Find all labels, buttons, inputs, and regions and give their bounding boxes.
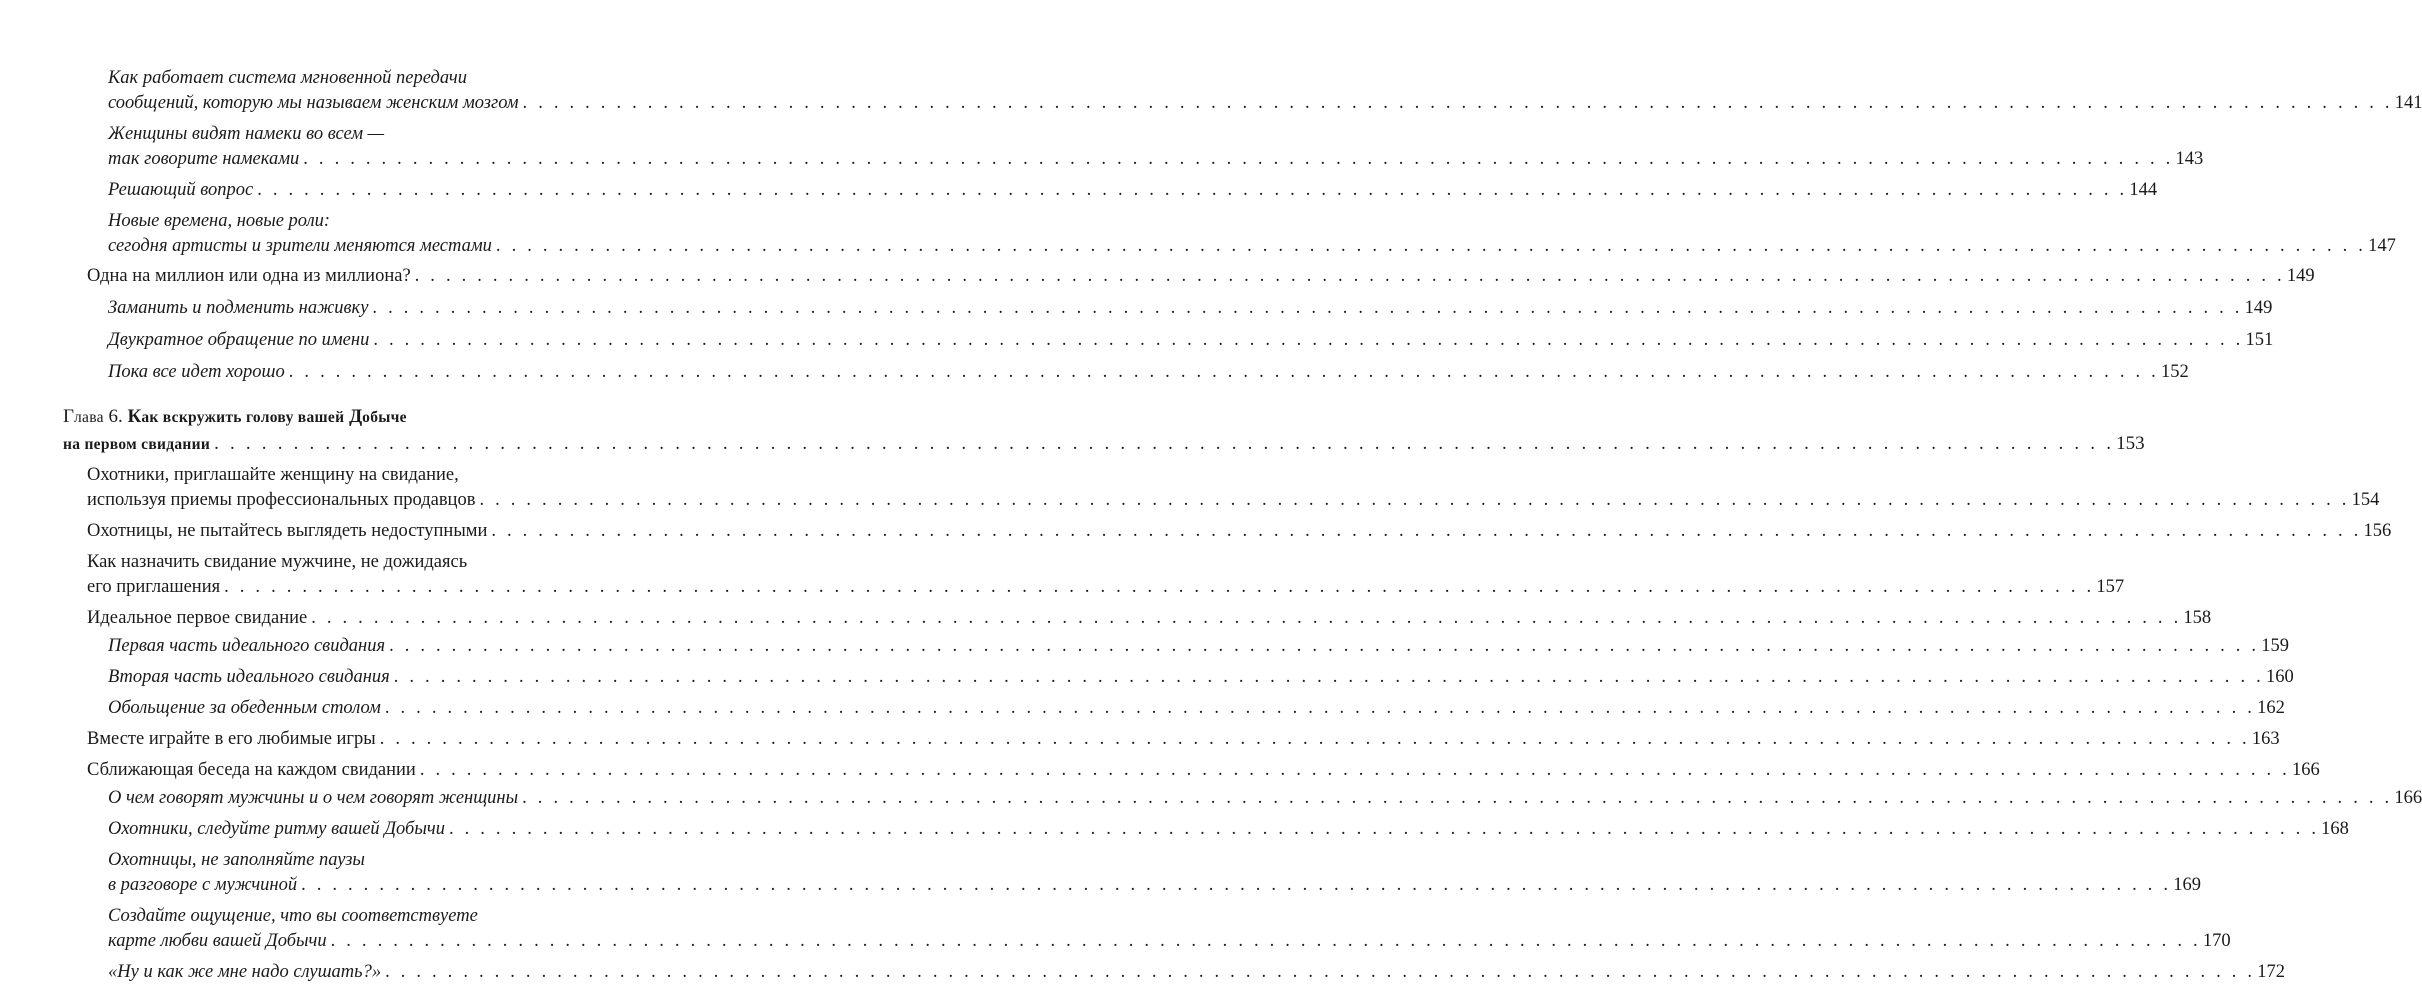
toc-entry-last-line — [108, 696, 2285, 721]
toc-entry-text: Охотницы, не пытайтесь выглядеть недоступными — [87, 521, 488, 541]
toc-entry — [63, 122, 2204, 172]
toc-entry-last-line — [108, 786, 2422, 811]
leader-dots: . . . . . . . . . . . . . . . . . . . . . . . . . . . . . . . . . . . . . . . . . . . . . . . . . . . . . . . . . . . . . . . . . . . . . . . . . . . . . . . . . . . . . . . . . . . . . . . . . . . . . . . . . . . . . . . . . . . . . . . . — [448, 819, 2320, 839]
toc-entry-text: Идеальное первое свидание — [87, 608, 308, 628]
toc-entry-text: используя приемы профессиональных продавцов — [87, 490, 476, 510]
toc-entry — [63, 758, 2320, 783]
chapter-label-initial: Г — [63, 406, 74, 427]
toc-entry — [63, 328, 2274, 353]
toc-entry — [63, 606, 2212, 631]
toc-entry-last-line — [108, 91, 2422, 116]
toc-entry-last-line — [87, 264, 2315, 289]
toc-entry-text: Сближающая беседа на каждом свидании — [87, 760, 416, 780]
toc-entry — [63, 696, 2285, 721]
chapter-page-number: 153 — [2116, 433, 2145, 454]
toc-entry — [63, 178, 2158, 203]
toc-entry — [63, 550, 2125, 600]
leader-dots: . . . . . . . . . . . . . . . . . . . . . . . . . . . . . . . . . . . . . . . . . . . . . . . . . . . . . . . . . . . . . . . . . . . . . . . . . . . . . . . . . . . . . . . . . . . . . . . . . . . . . . . . . . . . . . . . . . . . . . . . — [389, 636, 2260, 656]
toc-page-number: 156 — [2363, 521, 2392, 541]
toc-entry — [63, 634, 2290, 659]
toc-entry — [63, 209, 2396, 259]
chapter-title-end-initial: Д — [349, 406, 363, 427]
toc-entry-last-line — [108, 665, 2294, 690]
toc-entry-text: Решающий вопрос — [108, 180, 254, 200]
leader-dots: . . . . . . . . . . . . . . . . . . . . . . . . . . . . . . . . . . . . . . . . . . . . . . . . . . . . . . . . . . . . . . . . . . . . . . . . . . . . . . . . . . . . . . . . . . . . . . . . . . . . . . . . . . . . . . . . . . . . . . . . — [495, 236, 2367, 256]
toc-page-number: 172 — [2257, 962, 2286, 982]
leader-dots: . . . . . . . . . . . . . . . . . . . . . . . . . . . . . . . . . . . . . . . . . . . . . . . . . . . . . . . . . . . . . . . . . . . . . . . . . . . . . . . . . . . . . . . . . . . . . . . . . . . . . . . . . . . . . . . . . . . . . . . . — [303, 149, 2174, 169]
toc-entry — [63, 786, 2422, 811]
chapter-title-line-1 — [128, 406, 407, 427]
toc-entry-last-line — [108, 360, 2189, 385]
toc-entry — [63, 66, 2422, 116]
toc-entry-last-line — [108, 873, 2202, 898]
toc-entry-last-line — [108, 929, 2231, 954]
toc-entry-last-line — [108, 634, 2290, 659]
toc-page-number: 166 — [2394, 788, 2422, 808]
chapter-title-rest: ак вскружить голову вашей — [141, 409, 345, 426]
leader-dots: . . . . . . . . . . . . . . . . . . . . . . . . . . . . . . . . . . . . . . . . . . . . . . . . . . . . . . . . . . . . . . . . . . . . . . . . . . . . . . . . . . . . . . . . . . . . . . . . . . . . . . . . . . . . . . . . . . . . . . . . — [414, 266, 2285, 286]
toc-entry — [63, 519, 2392, 544]
toc-page-number: 143 — [2175, 149, 2204, 169]
toc-entry-text: сегодня артисты и зрители меняются местами — [108, 236, 492, 256]
toc-entry-text: так говорите намеками — [108, 149, 300, 169]
toc-page-number: 141 — [2394, 93, 2422, 113]
toc-page-number: 158 — [2183, 608, 2212, 628]
toc-entry-text: Двукратное обращение по имени — [108, 330, 370, 350]
leader-dots: . . . . . . . . . . . . . . . . . . . . . . . . . . . . . . . . . . . . . . . . . . . . . . . . . . . . . . . . . . . . . . . . . . . . . . . . . . . . . . . . . . . . . . . . . . . . . . . . . . . . . . . . . . . . . . . . . . . . . . . . — [224, 577, 2095, 597]
toc-entry-text: «Ну и как же мне надо слушать?» — [108, 962, 382, 982]
chapter-title-end-rest: обыче — [362, 409, 407, 426]
leader-dots: . . . . . . . . . . . . . . . . . . . . . . . . . . . . . . . . . . . . . . . . . . . . . . . . . . . . . . . . . . . . . . . . . . . . . . . . . . . . . . . . . . . . . . . . . . . . . . . . . . . . . . . . . . . . . . . . . . . . . . . . — [522, 93, 2393, 113]
chapter-heading — [63, 404, 2145, 458]
toc-entry-last-line — [108, 178, 2158, 203]
toc-entry — [63, 904, 2231, 954]
toc-entry — [63, 960, 2286, 985]
toc-entry-last-line — [87, 758, 2320, 783]
leader-dots: . . . . . . . . . . . . . . . . . . . . . . . . . . . . . . . . . . . . . . . . . . . . . . . . . . . . . . . . . . . . . . . . . . . . . . . . . . . . . . . . . . . . . . . . . . . . . . . . . . . . . . . . . . . . . . . . . . . . . . . . — [372, 298, 2243, 318]
leader-dots: . . . . . . . . . . . . . . . . . . . . . . . . . . . . . . . . . . . . . . . . . . . . . . . . . . . . . . . . . . . . . . . . . . . . . . . . . . . . . . . . . . . . . . . . . . . . . . . . . . . . . . . . . . . . . . . . . . . . . . . . — [419, 760, 2290, 780]
chapter-heading-line-2 — [63, 431, 2145, 458]
leader-dots: . . . . . . . . . . . . . . . . . . . . . . . . . . . . . . . . . . . . . . . . . . . . . . . . . . . . . . . . . . . . . . . . . . . . . . . . . . . . . . . . . . . . . . . . . . . . . . . . . . . . . . . . . . . . . . . . . . . . . . . . — [479, 490, 2350, 510]
toc-page-number: 147 — [2368, 236, 2396, 256]
leader-dots: . . . . . . . . . . . . . . . . . . . . . . . . . . . . . . . . . . . . . . . . . . . . . . . . . . . . . . . . . . . . . . . . . . . . . . . . . . . . . . . . . . . . . . . . . . . . . . . . . . . . . . . . . . . . . . . . . . . . . . . . — [288, 362, 2159, 382]
leader-dots: . . . . . . . . . . . . . . . . . . . . . . . . . . . . . . . . . . . . . . . . . . . . . . . . . . . . . . . . . . . . . . . . . . . . . . . . . . . . . . . . . . . . . . . . . . . . . . . . . . . . . . . . . . . . . . . . . . . . . . . . — [373, 330, 2244, 350]
toc-entry-last-line — [108, 817, 2349, 842]
toc-entry-text: Создайте ощущение, что вы соответствуете — [108, 906, 478, 926]
toc-entry-last-line — [108, 234, 2396, 259]
toc-page-number: 154 — [2351, 490, 2380, 510]
leader-dots: . . . . . . . . . . . . . . . . . . . . . . . . . . . . . . . . . . . . . . . . . . . . . . . . . . . . . . . . . . . . . . . . . . . . . . . . . . . . . . . . . . . . . . . . . . . . . . . . . . . . . . . . . . . . . . . . . . . . . . . . — [301, 875, 2172, 895]
toc-entry-last-line — [108, 147, 2204, 172]
toc-entry-text: карте любви вашей Добычи — [108, 931, 327, 951]
toc-page-number: 144 — [2129, 180, 2158, 200]
toc-page-number: 163 — [2251, 729, 2280, 749]
toc-page-number: 149 — [2244, 298, 2273, 318]
toc-page-number: 151 — [2245, 330, 2274, 350]
leader-dots: . . . . . . . . . . . . . . . . . . . . . . . . . . . . . . . . . . . . . . . . . . . . . . . . . . . . . . . . . . . . . . . . . . . . . . . . . . . . . . . . . . . . . . . . . . . . . . . . . . . . . . . . . . . . . . . . . . . . . . . . — [491, 521, 2362, 541]
toc-entry — [63, 360, 2189, 385]
toc-entry-text: Охотники, приглашайте женщину на свидание, — [87, 465, 459, 485]
toc-entry-text: Обольщение за обеденным столом — [108, 698, 381, 718]
toc-page-number: 169 — [2173, 875, 2202, 895]
toc-entry-text: Охотницы, не заполняйте паузы — [108, 850, 365, 870]
toc-page-number: 166 — [2292, 760, 2320, 780]
toc-entry-text: Охотники, следуйте ритму вашей Добычи — [108, 819, 445, 839]
leader-dots: . . . . . . . . . . . . . . . . . . . . . . . . . . . . . . . . . . . . . . . . . . . . . . . . . . . . . . . . . . . . . . . . . . . . . . . . . . . . . . . . . . . . . . . . . . . . . . . . . . . . . . . . . . . . . . . . . . . . . . . . — [522, 788, 2393, 808]
toc-entry-text: Заманить и подменить наживку — [108, 298, 369, 318]
toc-page-number: 162 — [2257, 698, 2285, 718]
toc-entry-last-line — [87, 727, 2280, 752]
toc-entry-last-line — [108, 328, 2274, 353]
toc-group-2 — [63, 463, 2422, 985]
leader-dots: . . . . . . . . . . . . . . . . . . . . . . . . . . . . . . . . . . . . . . . . . . . . . . . . . . . . . . . . . . . . . . . . . . . . . . . . . . . . . . . . . . . . . . . . . . . . . . . . . . . . . . . . . . . . . . . . . . . . . . . . — [384, 698, 2256, 718]
toc-entry-last-line — [108, 296, 2273, 321]
toc-entry — [63, 665, 2294, 690]
toc-entry-text: Пока все идет хорошо — [108, 362, 285, 382]
toc-entry-last-line — [87, 606, 2212, 631]
toc-entry-text: Как работает система мгновенной передачи — [108, 68, 467, 88]
toc-page-number: 152 — [2160, 362, 2189, 382]
toc-entry — [63, 296, 2273, 321]
leader-dots: . . . . . . . . . . . . . . . . . . . . . . . . . . . . . . . . . . . . . . . . . . . . . . . . . . . . . . . . . . . . . . . . . . . . . . . . . . . . . . . . . . . . . . . . . . . . . . . . . . . . . . . . . . . . . . . . . . . . . . . . — [379, 729, 2250, 749]
leader-dots: . . . . . . . . . . . . . . . . . . . . . . . . . . . . . . . . . . . . . . . . . . . . . . . . . . . . . . . . . . . . . . . . . . . . . . . . . . . . . . . . . . . . . . . . . . . . . . . . . . . . . . . . . . . . . . . . . . . . . . . . — [330, 931, 2201, 951]
chapter-heading-line-1 — [63, 404, 587, 431]
toc-entry-last-line — [87, 519, 2392, 544]
leader-dots: . . . . . . . . . . . . . . . . . . . . . . . . . . . . . . . . . . . . . . . . . . . . . . . . . . . . . . . . . . . . . . . . . . . . . . . . . . . . . . . . . . . . . . . . . . . . . . . . . . . . . . . . . . . . . . . . . . . . . . . . — [214, 433, 2115, 454]
chapter-label-rest: лава — [73, 409, 104, 426]
toc-page-number: 159 — [2261, 636, 2290, 656]
toc-entry-last-line — [87, 575, 2125, 600]
toc-page-number: 168 — [2321, 819, 2349, 839]
table-of-contents — [63, 66, 2422, 985]
leader-dots: . . . . . . . . . . . . . . . . . . . . . . . . . . . . . . . . . . . . . . . . . . . . . . . . . . . . . . . . . . . . . . . . . . . . . . . . . . . . . . . . . . . . . . . . . . . . . . . . . . . . . . . . . . . . . . . . . . . . . . . . — [393, 667, 2264, 687]
toc-entry — [63, 264, 2315, 289]
toc-entry-text: Вместе играйте в его любимые игры — [87, 729, 376, 749]
toc-entry-text: Одна на миллион или одна из миллиона? — [87, 266, 411, 286]
toc-entry-text: О чем говорят мужчины и о чем говорят женщины — [108, 788, 519, 808]
toc-entry — [63, 463, 2380, 513]
toc-entry-text: Первая часть идеального свидания — [108, 636, 386, 656]
toc-entry-text: Как назначить свидание мужчине, не дожидаясь — [87, 552, 468, 572]
toc-entry-text: Женщины видят намеки во всем — — [108, 124, 385, 144]
toc-entry-last-line — [87, 488, 2380, 513]
chapter-title-initial: К — [127, 406, 142, 427]
toc-entry-text: Новые времена, новые роли: — [108, 211, 331, 231]
toc-group-1 — [63, 66, 2422, 385]
toc-entry-text: его приглашения — [87, 577, 221, 597]
toc-page-number: 149 — [2286, 266, 2315, 286]
toc-entry-last-line — [108, 960, 2286, 985]
toc-page-number: 160 — [2265, 667, 2294, 687]
toc-entry-text: в разговоре с мужчиной — [108, 875, 298, 895]
toc-entry-text: сообщений, которую мы называем женским мозгом — [108, 93, 519, 113]
chapter-number: 6. — [108, 406, 123, 427]
toc-entry — [63, 727, 2280, 752]
leader-dots: . . . . . . . . . . . . . . . . . . . . . . . . . . . . . . . . . . . . . . . . . . . . . . . . . . . . . . . . . . . . . . . . . . . . . . . . . . . . . . . . . . . . . . . . . . . . . . . . . . . . . . . . . . . . . . . . . . . . . . . . — [257, 180, 2128, 200]
chapter-title-line-2: на первом свидании — [63, 436, 211, 453]
toc-entry — [63, 817, 2349, 842]
toc-entry-text: Вторая часть идеального свидания — [108, 667, 390, 687]
toc-page-number: 157 — [2096, 577, 2125, 597]
toc-entry — [63, 848, 2202, 898]
leader-dots: . . . . . . . . . . . . . . . . . . . . . . . . . . . . . . . . . . . . . . . . . . . . . . . . . . . . . . . . . . . . . . . . . . . . . . . . . . . . . . . . . . . . . . . . . . . . . . . . . . . . . . . . . . . . . . . . . . . . . . . . — [311, 608, 2182, 628]
toc-page-number: 170 — [2202, 931, 2231, 951]
leader-dots: . . . . . . . . . . . . . . . . . . . . . . . . . . . . . . . . . . . . . . . . . . . . . . . . . . . . . . . . . . . . . . . . . . . . . . . . . . . . . . . . . . . . . . . . . . . . . . . . . . . . . . . . . . . . . . . . . . . . . . . . — [385, 962, 2256, 982]
